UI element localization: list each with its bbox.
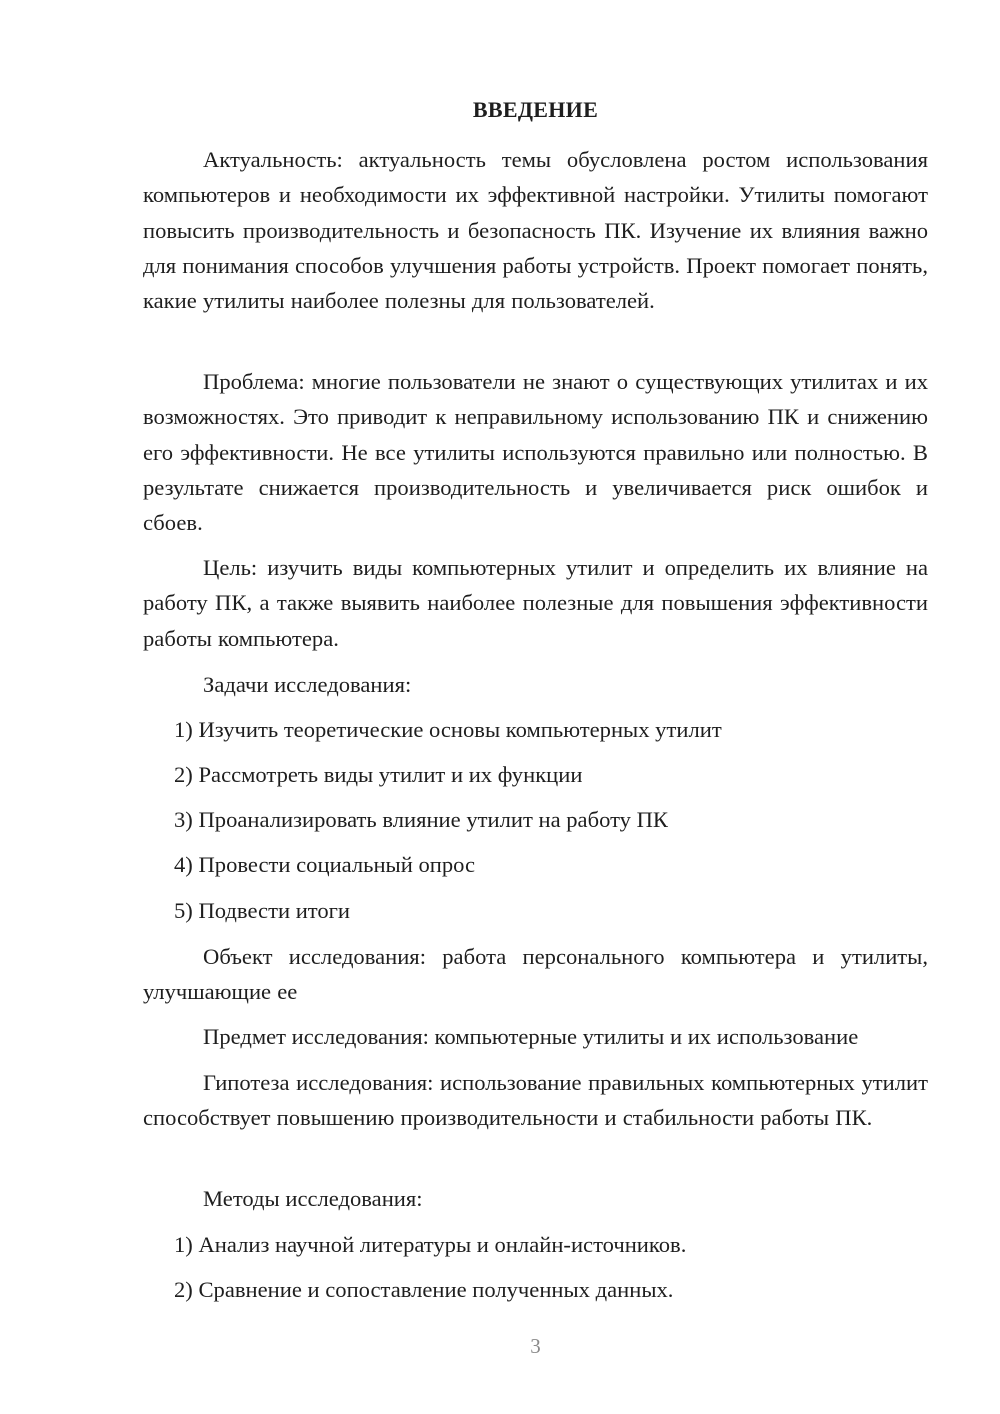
problem-paragraph: Проблема: многие пользователи не знают о существующих утилитах и их возможностях. Это приводит к неправильному использованию ПК и снижению его эффективности. Не все утилиты используются правильно или полностью. В результате снижается производительность и увеличивается риск ошибок и сбоев. — [143, 369, 928, 536]
relevance-paragraph: Актуальность: актуальность темы обусловлена ростом использования компьютеров и необходимости их эффективной настройки. Утилиты помогают повысить производительность и безопасность ПК. Изучение их влияния важно для понимания способов улучшения работы устройств. Проект помогает понять, какие утилиты наиболее полезны для пользователей. — [143, 147, 928, 314]
method-item: 1) Анализ научной литературы и онлайн-источников. — [174, 1232, 687, 1257]
goal-paragraph: Цель: изучить виды компьютерных утилит и определить их влияние на работу ПК, а также выявить наиболее полезные для повышения эффективности работы компьютера. — [143, 555, 928, 651]
page-number: 3 — [530, 1334, 541, 1358]
task-item: 3) Проанализировать влияние утилит на работу ПК — [174, 807, 668, 832]
task-item: 2) Рассмотреть виды утилит и их функции — [174, 762, 583, 787]
object-paragraph: Объект исследования: работа персонального компьютера и утилиты, улучшающие ее — [143, 944, 928, 1005]
subject-paragraph: Предмет исследования: компьютерные утилиты и их использование — [203, 1024, 859, 1049]
tasks-heading: Задачи исследования: — [203, 672, 412, 697]
task-item: 4) Провести социальный опрос — [174, 852, 476, 877]
methods-heading: Методы исследования: — [203, 1186, 423, 1211]
method-item: 2) Сравнение и сопоставление полученных данных. — [174, 1277, 674, 1302]
task-item: 1) Изучить теоретические основы компьютерных утилит — [174, 717, 722, 742]
section-title: ВВЕДЕНИЕ — [472, 97, 599, 122]
hypothesis-paragraph: Гипотеза исследования: использование правильных компьютерных утилит способствует повышению производительности и стабильности работы ПК. — [143, 1070, 928, 1131]
task-item: 5) Подвести итоги — [174, 898, 351, 923]
